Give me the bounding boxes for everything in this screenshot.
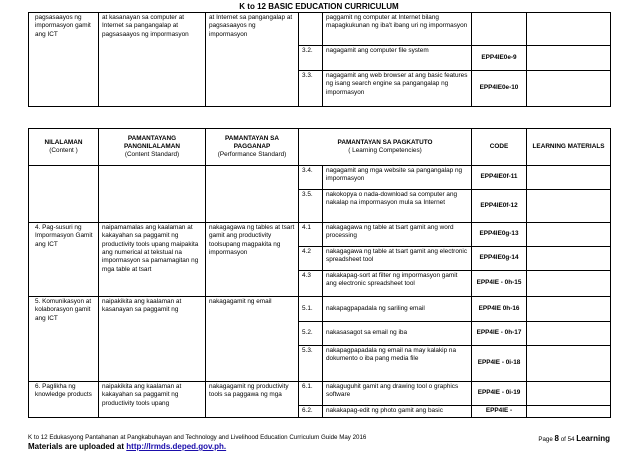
table-row [29, 223, 611, 247]
performance-standard-cell: nakagagamit ng email [206, 297, 299, 382]
performance-standard-cell: nakagagawa ng tables at tsart gamit ang productivity toolsupang magpakita ng impormasyon [206, 223, 299, 297]
content-cell: pagsasaayos ng impormasyon gamit ang ICT [29, 13, 99, 107]
content-standard-cell: naipakikita ang kaalaman at kasanayan sa paggamit ng [99, 297, 206, 382]
competency-text: nagagamit ang computer file system [323, 46, 472, 71]
code-cell: EPP4IE - 0i-18 [472, 346, 527, 382]
materials-cell [527, 223, 611, 247]
code-cell: EPP4IE0f-12 [472, 190, 527, 223]
competency-num: 4.1 [299, 223, 323, 247]
competency-text: nakagagawa ng table at tsart gamit ang electronic spreadsheet tool [323, 247, 472, 271]
content-standard-cell: naipakikita ang kaalaman at kakayahan sa paggamit ng productivity tools upang [99, 382, 206, 418]
main-curriculum-table [28, 128, 611, 418]
materials-cell [527, 13, 611, 46]
materials-note: Materials are uploaded at http://lrmds.deped.gov.ph. [28, 442, 227, 451]
code-cell [472, 13, 527, 46]
materials-cell [527, 406, 611, 418]
code-cell: EPP4IE0g-14 [472, 247, 527, 271]
competency-text: nakagagawa ng table at tsart gamit ang word processing [323, 223, 472, 247]
competency-num: 4.3 [299, 271, 323, 297]
competency-text: nakaguguhit gamit ang drawing tool o graphics software [323, 382, 472, 406]
code-cell: EPP4IE - 0h-17 [472, 322, 527, 346]
competency-text: nakakapag-sort at filter ng impormasyon gamit ang electronic spreadsheet tool [323, 271, 472, 297]
code-cell: EPP4IE0f-11 [472, 166, 527, 190]
table-row [29, 166, 611, 190]
performance-standard-cell [206, 166, 299, 223]
materials-cell [527, 346, 611, 382]
materials-cell [527, 166, 611, 190]
header-row [29, 129, 611, 166]
code-cell: EPP4IE - 0i-19 [472, 382, 527, 406]
performance-standard-cell: nakagagamit ng productivity tools sa paggawa ng mga [206, 382, 299, 418]
competency-num: 4.2 [299, 247, 323, 271]
table-row [29, 297, 611, 322]
content-cell: 6. Paglikha ng knowledge products [29, 382, 99, 418]
competency-num [299, 13, 323, 46]
materials-cell [527, 322, 611, 346]
competency-num: 6.1. [299, 382, 323, 406]
header-performance-standard: PAMANTAYAN SA PAGGANAP (Performance Standard) [206, 129, 299, 166]
code-cell: EPP4IE - [472, 406, 527, 418]
content-standard-cell: naipamamalas ang kaalaman at kakayahan sa paggamit ng productivity tools upang maipakita ang numerical at tekstual na impormasyon sa pamamagitan ng mga table at tsart [99, 223, 206, 297]
competency-num: 3.4. [299, 166, 323, 190]
competency-text: nakapagpapadala ng sariling email [323, 297, 472, 322]
competency-text: nakokopya o nada-download sa computer ang nakalap na impormasyon mula sa Internet [323, 190, 472, 223]
competency-num: 5.2. [299, 322, 323, 346]
materials-cell [527, 46, 611, 71]
footer-title: K to 12 Edukasyong Pantahanan at Pangkabuhayan and Technology and Livelihood Education Curriculum Guide May 2016 [28, 434, 367, 441]
content-standard-cell [99, 166, 206, 223]
materials-cell [527, 297, 611, 322]
competency-num: 5.1. [299, 297, 323, 322]
materials-cell [527, 271, 611, 297]
competency-text: paggamit ng computer at Internet bilang mapagkukunan ng iba't ibang uri ng impormasyon [323, 13, 472, 46]
content-standard-cell: at kasanayan sa computer at Internet sa pangangalap at pagsasaayos ng impormasyon [99, 13, 206, 107]
lrmds-link[interactable]: http://lrmds.deped.gov.ph. [126, 442, 227, 451]
code-cell: EPP4IE0e-10 [472, 71, 527, 107]
competency-num: 3.2. [299, 46, 323, 71]
content-cell: 4. Pag-susuri ng Impormasyon Gamit ang ICT [29, 223, 99, 297]
content-cell: 5. Komunikasyon at kolaborasyon gamit ang ICT [29, 297, 99, 382]
page-footer [28, 434, 610, 441]
code-cell: EPP4IE 0h-16 [472, 297, 527, 322]
header-materials: LEARNING MATERIALS [527, 129, 611, 166]
competency-num: 3.5. [299, 190, 323, 223]
materials-cell [527, 190, 611, 223]
top-curriculum-table [28, 12, 611, 107]
materials-cell [527, 382, 611, 406]
performance-standard-cell: at Internet sa pangangalap at pagsasaayos ng impormasyon [206, 13, 299, 107]
competency-num: 5.3. [299, 346, 323, 382]
header-content: NILALAMAN (Content ) [29, 129, 99, 166]
materials-cell [527, 247, 611, 271]
page-number: Page 8 of 54 Learning [538, 434, 610, 443]
code-cell: EPP4IE0e-9 [472, 46, 527, 71]
competency-text: nakasasagot sa email ng iba [323, 322, 472, 346]
competency-text: nagagamit ang mga website sa pangangalap ng impormasyon [323, 166, 472, 190]
code-cell: EPP4IE0g-13 [472, 223, 527, 247]
competency-text: nakapagpapadala ng email na may kalakip na dokumento o iba pang media file [323, 346, 472, 382]
competency-text: nakakapag-edit ng photo gamit ang basic [323, 406, 472, 418]
header-content-standard: PAMANTAYANG PANGNILALAMAN (Content Standard) [99, 129, 206, 166]
competency-num: 6.2. [299, 406, 323, 418]
competency-text: nagagamit ang web browser at ang basic features ng isang search engine sa pangangalap ng impormasyon [323, 71, 472, 107]
content-cell [29, 166, 99, 223]
header-code: CODE [472, 129, 527, 166]
header-competencies: PAMANTAYAN SA PAGKATUTO ( Learning Competencies) [299, 129, 472, 166]
table-row [29, 13, 611, 46]
code-cell: EPP4IE - 0h-15 [472, 271, 527, 297]
table-row [29, 382, 611, 406]
page-header: K to 12 BASIC EDUCATION CURRICULUM [239, 2, 399, 11]
competency-num: 3.3. [299, 71, 323, 107]
materials-cell [527, 71, 611, 107]
